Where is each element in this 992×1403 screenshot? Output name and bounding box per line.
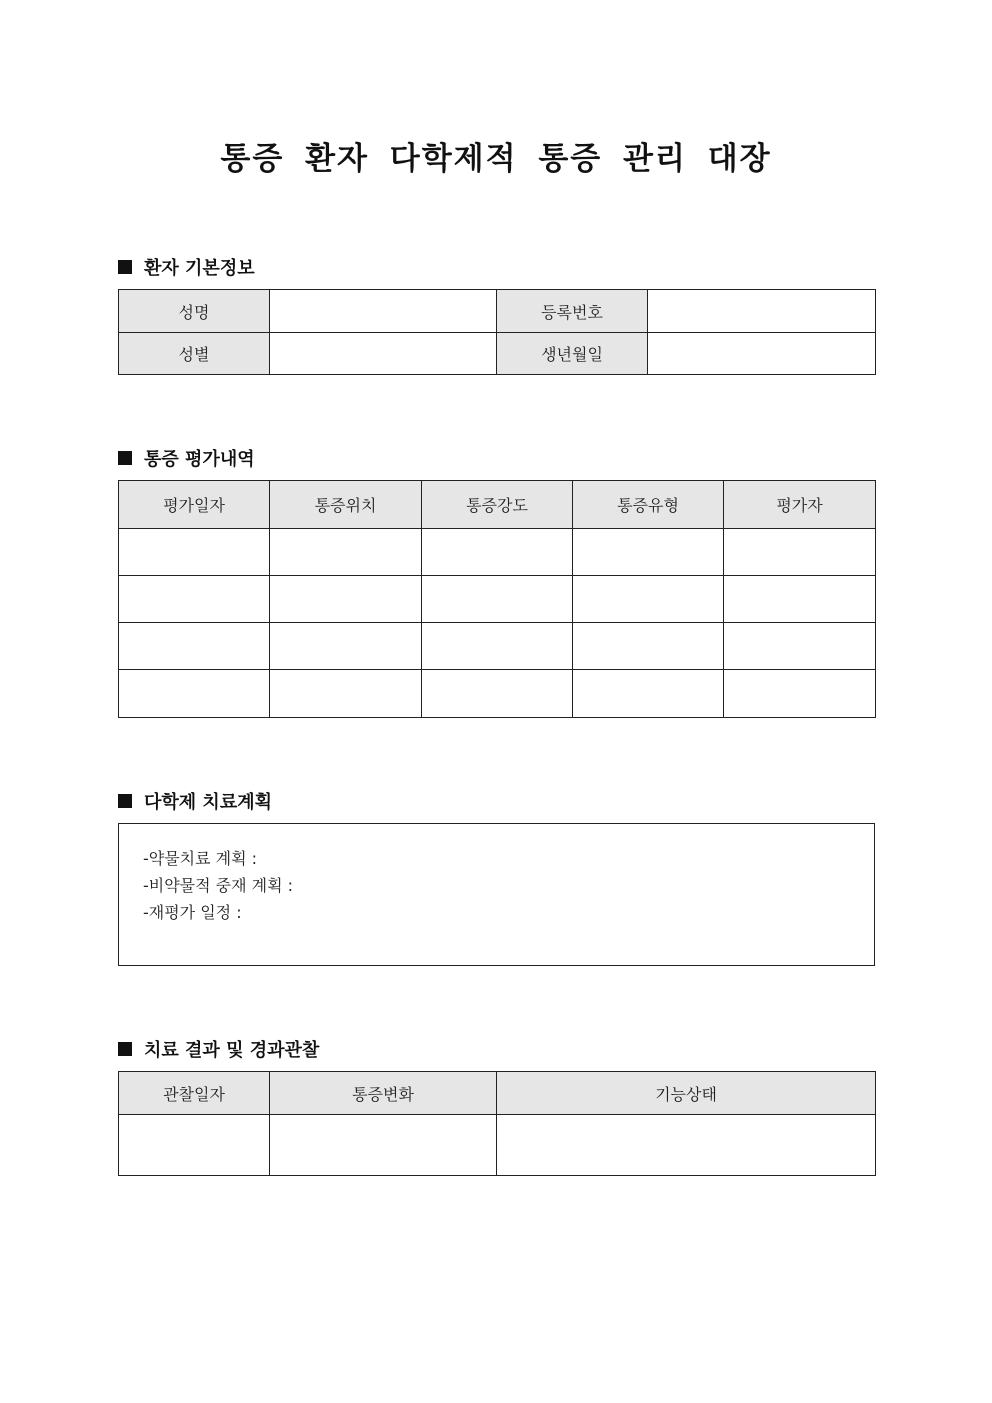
birthdate-label: 생년월일	[497, 333, 648, 375]
non-drug-intervention-line: -비약물적 중재 계획 :	[143, 876, 294, 895]
table-row	[119, 290, 876, 333]
section-heading-pain-assessment	[118, 445, 255, 471]
section-heading-label: 환자 기본정보	[144, 258, 255, 279]
square-bullet-icon	[118, 794, 132, 808]
column-header: 기능상태	[497, 1072, 876, 1115]
registration-number-field[interactable]	[648, 290, 876, 333]
table-cell[interactable]	[573, 670, 724, 718]
table-cell[interactable]	[497, 1115, 876, 1176]
table-cell[interactable]	[270, 623, 422, 670]
registration-number-label: 등록번호	[497, 290, 648, 333]
table-cell[interactable]	[119, 670, 270, 718]
medication-plan-line: -약물치료 계획 :	[143, 849, 258, 868]
table-cell[interactable]	[422, 529, 573, 576]
gender-field[interactable]	[270, 333, 497, 375]
outcome-table	[118, 1071, 876, 1176]
column-header: 평가자	[724, 481, 876, 529]
square-bullet-icon	[118, 260, 132, 274]
table-cell[interactable]	[724, 670, 876, 718]
table-cell[interactable]	[573, 576, 724, 623]
table-cell[interactable]	[270, 576, 422, 623]
treatment-plan-box[interactable]	[118, 823, 875, 966]
table-cell[interactable]	[270, 1115, 497, 1176]
table-header-row	[119, 481, 876, 529]
basic-info-table	[118, 289, 876, 375]
column-header: 통증변화	[270, 1072, 497, 1115]
table-cell[interactable]	[119, 1115, 270, 1176]
page-title: 통증 환자 다학제적 통증 관리 대장	[220, 141, 772, 177]
table-row	[119, 576, 876, 623]
table-row	[119, 1115, 876, 1176]
table-cell[interactable]	[270, 670, 422, 718]
table-row	[119, 333, 876, 375]
table-row	[119, 529, 876, 576]
section-heading-label: 통증 평가내역	[144, 449, 255, 470]
reassessment-schedule-line: -재평가 일정 :	[143, 903, 242, 922]
table-cell[interactable]	[724, 623, 876, 670]
column-header: 통증위치	[270, 481, 422, 529]
table-row	[119, 623, 876, 670]
table-cell[interactable]	[119, 529, 270, 576]
gender-label: 성별	[119, 333, 270, 375]
pain-assessment-table	[118, 480, 876, 718]
table-row	[119, 670, 876, 718]
table-header-row	[119, 1072, 876, 1115]
table-cell[interactable]	[724, 529, 876, 576]
table-cell[interactable]	[119, 576, 270, 623]
column-header: 통증강도	[422, 481, 573, 529]
table-cell[interactable]	[573, 623, 724, 670]
table-cell[interactable]	[422, 576, 573, 623]
column-header: 평가일자	[119, 481, 270, 529]
table-cell[interactable]	[270, 529, 422, 576]
section-heading-label: 치료 결과 및 경과관찰	[144, 1040, 320, 1061]
section-heading-label: 다학제 치료계획	[144, 792, 272, 813]
square-bullet-icon	[118, 1042, 132, 1056]
table-cell[interactable]	[119, 623, 270, 670]
section-heading-outcome	[118, 1036, 319, 1062]
square-bullet-icon	[118, 451, 132, 465]
section-heading-treatment-plan	[118, 788, 272, 814]
table-cell[interactable]	[422, 623, 573, 670]
name-field[interactable]	[270, 290, 497, 333]
section-heading-basic-info	[118, 254, 255, 280]
table-cell[interactable]	[573, 529, 724, 576]
birthdate-field[interactable]	[648, 333, 876, 375]
table-cell[interactable]	[422, 670, 573, 718]
column-header: 통증유형	[573, 481, 724, 529]
column-header: 관찰일자	[119, 1072, 270, 1115]
name-label: 성명	[119, 290, 270, 333]
table-cell[interactable]	[724, 576, 876, 623]
